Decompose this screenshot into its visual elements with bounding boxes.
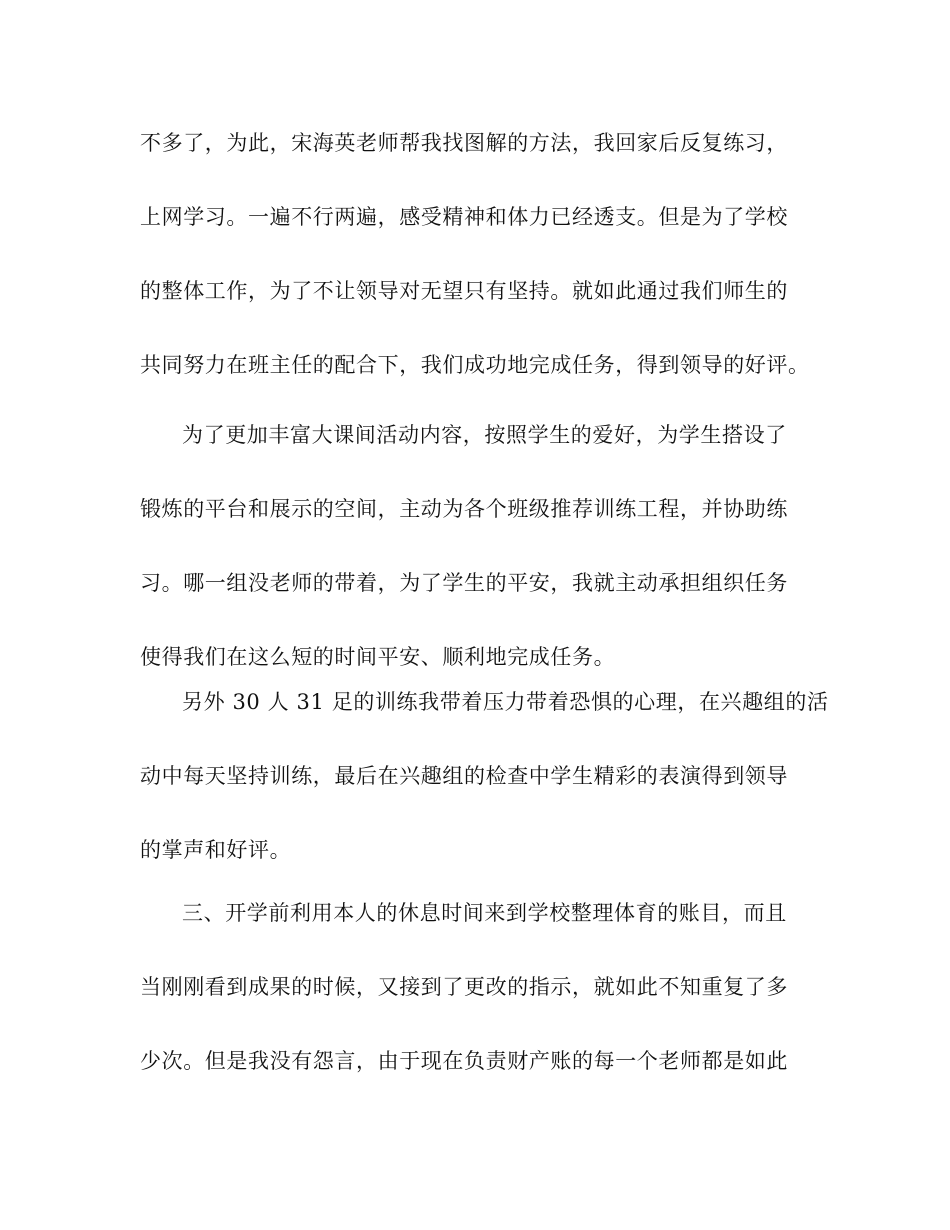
paragraph-line: 共同努力在班主任的配合下，我们成功地完成任务，得到领导的好评。 [140,353,810,377]
paragraph-line: 使得我们在这么短的时间平安、顺利地完成任务。 [140,645,616,669]
paragraph-line: 另外 30 人 31 足的训练我带着压力带着恐惧的心理，在兴趣组的活 [182,690,829,714]
paragraph-line: 为了更加丰富大课间活动内容，按照学生的爱好，为学生搭设了 [182,423,787,447]
paragraph-line: 动中每天坚持训练，最后在兴趣组的检查中学生精彩的表演得到领导 [140,764,788,788]
paragraph-line: 锻炼的平台和展示的空间，主动为各个班级推荐训练工程，并协助练 [140,497,788,521]
paragraph-line: 少次。但是我没有怨言，由于现在负责财产账的每一个老师都是如此 [140,1049,788,1073]
paragraph-line: 不多了，为此，宋海英老师帮我找图解的方法，我回家后反复练习， [140,131,788,155]
paragraph-line: 习。哪一组没老师的带着，为了学生的平安，我就主动承担组织任务 [140,571,788,595]
paragraph-line: 的整体工作，为了不让领导对无望只有坚持。就如此通过我们师生的 [140,279,788,303]
paragraph-line: 三、开学前利用本人的休息时间来到学校整理体育的账目，而且 [182,901,787,925]
paragraph-line: 当刚刚看到成果的时候，又接到了更改的指示，就如此不知重复了多 [140,975,788,999]
paragraph-line: 上网学习。一遍不行两遍，感受精神和体力已经透支。但是为了学校 [140,205,788,229]
paragraph-line: 的掌声和好评。 [140,838,292,862]
